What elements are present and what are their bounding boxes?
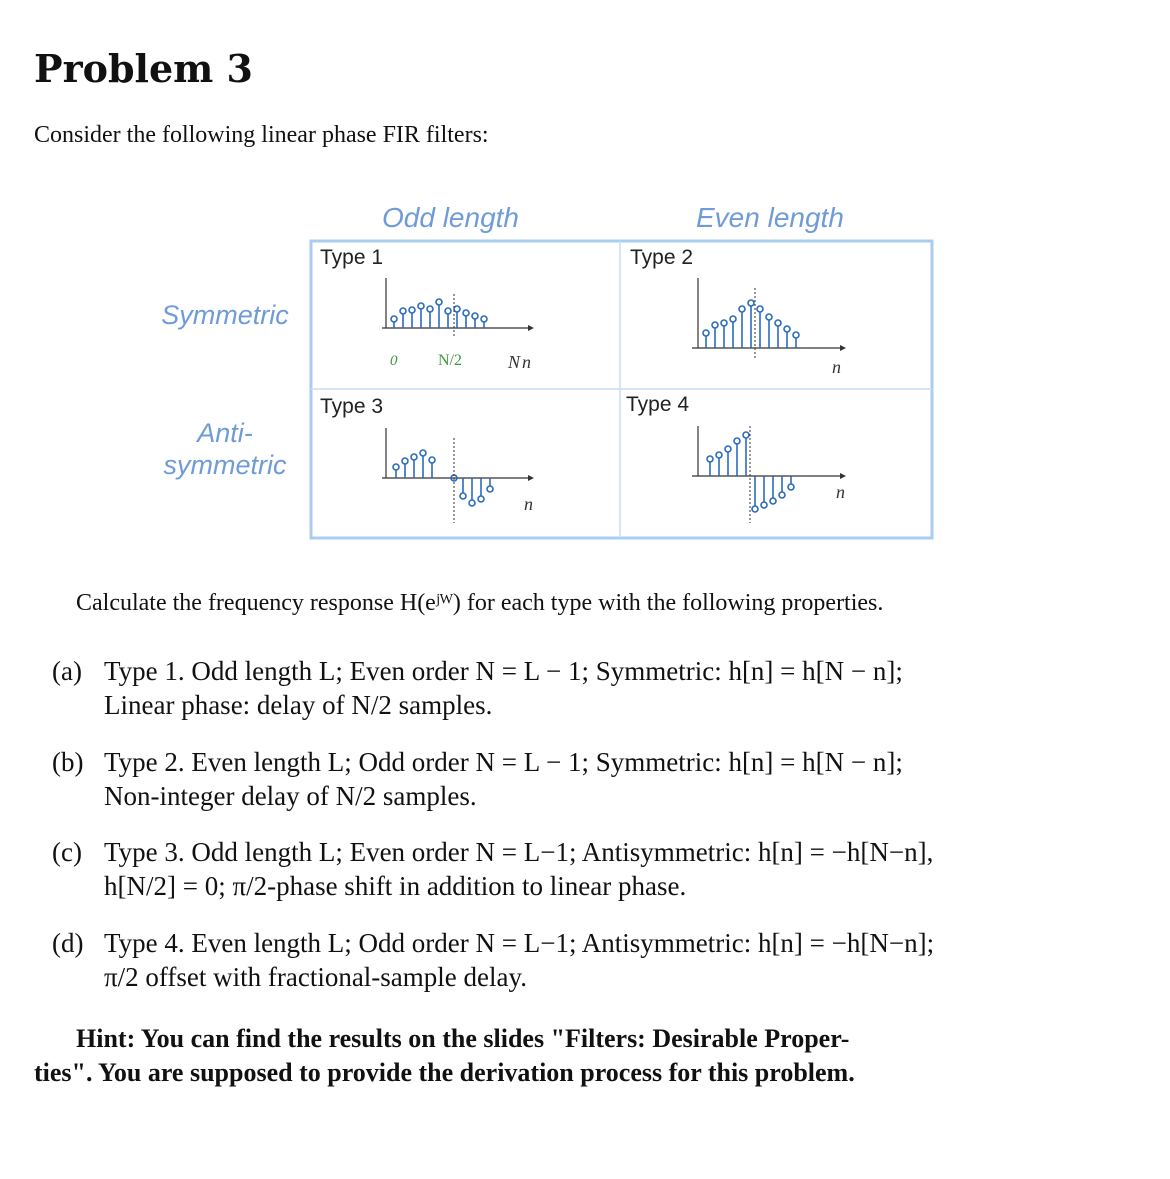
row-header-anti: Anti- bbox=[197, 418, 253, 448]
item-c bbox=[52, 835, 1062, 903]
type1-plot bbox=[382, 278, 534, 338]
problem-title: Problem 3 bbox=[34, 46, 254, 91]
item-c-line1: Type 3. Odd length L; Even order N = L−1; Antisymmetric: h[n] = −h[N−n], bbox=[104, 837, 934, 867]
hint-line2: ties". You are supposed to provide the derivation process for this problem. bbox=[34, 1058, 855, 1087]
type3-plot bbox=[382, 428, 534, 523]
type2-label: Type 2 bbox=[630, 246, 694, 269]
type4-plot bbox=[692, 426, 846, 523]
item-a-label: (a) bbox=[52, 656, 82, 686]
type3-n-label: n bbox=[524, 494, 533, 514]
item-d bbox=[52, 926, 1062, 994]
item-c-label: (c) bbox=[52, 837, 82, 867]
type1-n-label: n bbox=[522, 352, 531, 372]
item-d-label: (d) bbox=[52, 928, 84, 958]
type3-label: Type 3 bbox=[320, 395, 384, 418]
item-a-line1: Type 1. Odd length L; Even order N = L − 1; Symmetric: h[n] = h[N − n]; bbox=[104, 656, 903, 686]
row-header-symmetric: Symmetric bbox=[161, 300, 289, 330]
type2-n-label: n bbox=[832, 357, 841, 377]
item-b-label: (b) bbox=[52, 747, 84, 777]
type1-zero-label: 0 bbox=[390, 353, 398, 369]
filter-types-figure bbox=[150, 198, 950, 548]
filter-grid-svg bbox=[150, 198, 950, 548]
type2-plot bbox=[692, 278, 846, 358]
item-b bbox=[52, 745, 1062, 813]
type4-label: Type 4 bbox=[626, 393, 690, 416]
item-b-line1: Type 2. Even length L; Odd order N = L − 1; Symmetric: h[n] = h[N − n]; bbox=[104, 747, 903, 777]
intro-text: Consider the following linear phase FIR filters: bbox=[34, 122, 489, 148]
type1-half-label: N/2 bbox=[438, 352, 462, 369]
hint-block bbox=[34, 1022, 1060, 1090]
type1-end-label: N bbox=[508, 352, 521, 372]
row-header-anti-2: symmetric bbox=[163, 450, 287, 480]
item-b-line2: Non-integer delay of N/2 samples. bbox=[104, 781, 477, 811]
hint-line1: Hint: You can find the results on the slides "Filters: Desirable Proper- bbox=[76, 1024, 850, 1053]
col-header-odd: Odd length bbox=[382, 202, 519, 233]
item-a-line2: Linear phase: delay of N/2 samples. bbox=[104, 690, 493, 720]
item-a bbox=[52, 654, 1062, 722]
item-d-line2: π/2 offset with fractional-sample delay. bbox=[104, 962, 527, 992]
type4-n-label: n bbox=[836, 482, 845, 502]
item-d-line1: Type 4. Even length L; Odd order N = L−1; Antisymmetric: h[n] = −h[N−n]; bbox=[104, 928, 935, 958]
type1-label: Type 1 bbox=[320, 246, 384, 269]
item-c-line2: h[N/2] = 0; π/2-phase shift in addition to linear phase. bbox=[104, 871, 687, 901]
prompt-text: Calculate the frequency response H(eʲᵂ) for each type with the following properties. bbox=[76, 590, 884, 616]
col-header-even: Even length bbox=[696, 202, 844, 233]
